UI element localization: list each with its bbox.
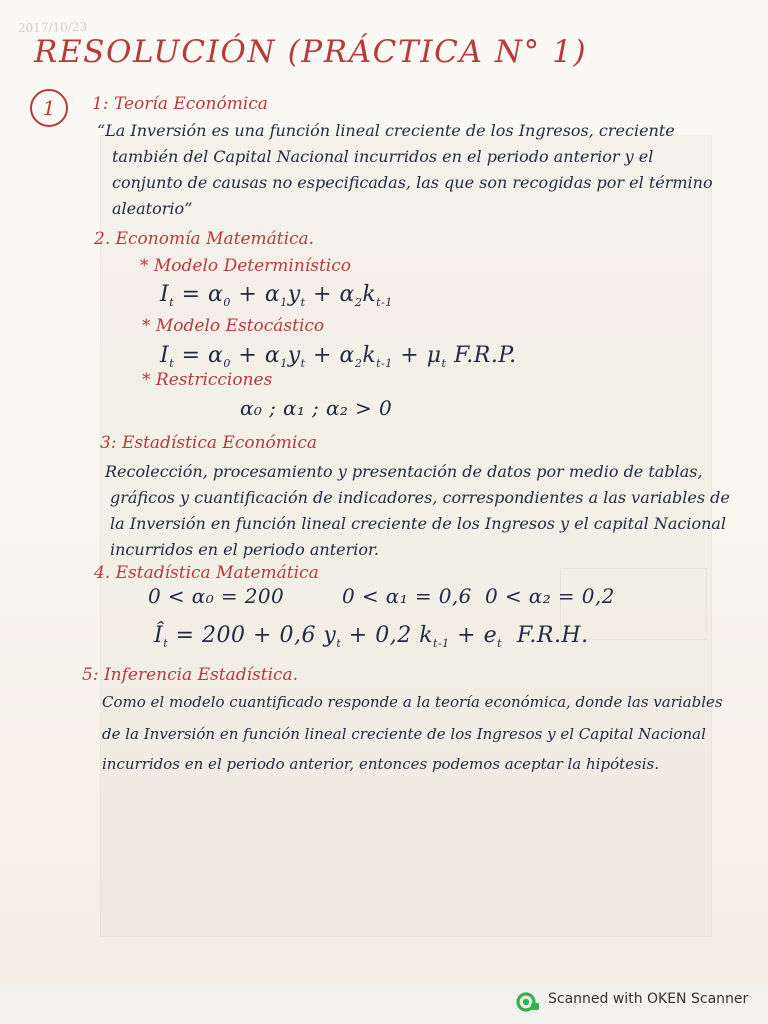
deterministic-model-label: * Modelo Determinístico <box>140 256 351 276</box>
oken-scanner-logo-icon <box>516 992 540 1012</box>
section-2-heading: 2. Economía Matemática. <box>94 229 315 249</box>
section-1-line-4: aleatorio” <box>112 199 193 218</box>
section-5-line-1: Como el modelo cuantificado responde a la teoría económica, donde las variables <box>102 693 723 711</box>
section-5-line-2: de la Inversión en función lineal creciente de los Ingresos y el Capital Nacional <box>102 725 706 743</box>
deterministic-model-equation: $I_t = \alpha_0 + \alpha_1y_t + \alpha_2k_{t-1}$ <box>160 282 393 309</box>
section-3-line-3: la Inversión en función lineal creciente de los Ingresos y el capital Nacional <box>110 514 727 533</box>
section-1-line-3: conjunto de causas no especificadas, las que son recogidas por el término <box>112 173 713 192</box>
section-3-line-1: Recolección, procesamiento y presentación de datos por medio de tablas, <box>105 462 703 481</box>
restrictions-label: * Restricciones <box>142 370 273 390</box>
section-1-line-2: también del Capital Nacional incurridos en el periodo anterior y el <box>112 147 654 166</box>
frp-label: F.R.P. <box>453 343 517 368</box>
alpha-0-constraint: 0 < α₀ = 200 <box>148 584 285 608</box>
section-5-line-3: incurridos en el periodo anterior, entonces podemos aceptar la hipótesis. <box>102 755 659 773</box>
section-3-line-2: gráficos y cuantificación de indicadores, correspondientes a las variables de <box>110 488 730 507</box>
frh-label: F.R.H. <box>517 623 589 648</box>
estimated-equation: $Î_t = 200 + 0,6$ $y_t + 0,2$ $k_{t-1} + e_t$ F.R.H. <box>154 623 589 650</box>
section-3-heading: 3: Estadística Económica <box>100 433 317 453</box>
page-title: RESOLUCIÓN (PRÁCTICA N° 1) <box>34 34 588 70</box>
exercise-number: 1 <box>30 89 68 127</box>
scanner-label: Scanned with OKEN Scanner <box>548 991 749 1007</box>
section-1-heading: 1: Teoría Económica <box>92 94 268 114</box>
stochastic-model-equation: $I_t = \alpha_0 + \alpha_1y_t + \alpha_2k_{t-1} + \mu_t$ F.R.P. <box>160 343 517 370</box>
alpha-2-constraint: 0 < α₂ = 0,2 <box>485 584 615 608</box>
section-1-line-1: “La Inversión es una función lineal creciente de los Ingresos, creciente <box>97 121 675 140</box>
alpha-1-constraint: 0 < α₁ = 0,6 <box>342 584 472 608</box>
restrictions-equation: α₀ ; α₁ ; α₂ > 0 <box>240 396 393 420</box>
section-3-line-4: incurridos en el periodo anterior. <box>110 540 379 559</box>
page-stamp: 2017/10/23 <box>17 19 88 35</box>
section-5-heading: 5: Inferencia Estadística. <box>82 665 299 685</box>
section-4-heading: 4. Estadística Matemática <box>94 563 319 583</box>
stochastic-model-label: * Modelo Estocástico <box>142 316 325 336</box>
